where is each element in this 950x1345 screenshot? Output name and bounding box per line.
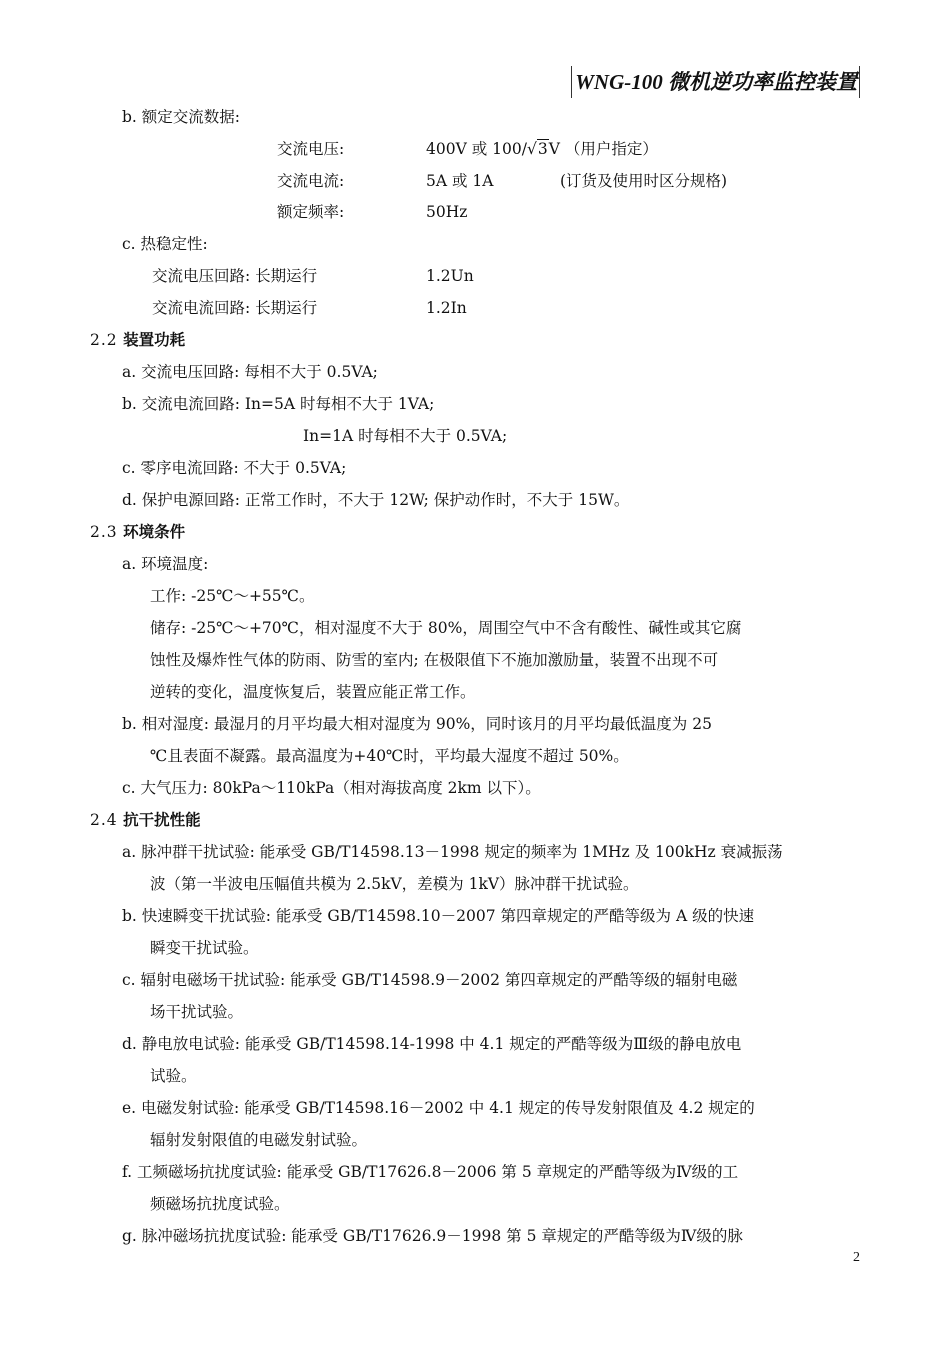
rated-frequency-value: 50Hz	[426, 203, 468, 221]
s23-item-a: a. 环境温度:	[122, 555, 209, 573]
ac-voltage-value	[426, 138, 658, 160]
s24-item-c-line1: c. 辐射电磁场干扰试验: 能承受 GB/T14598.9－2002 第四章规定的严酷等级的辐射电磁	[122, 971, 738, 989]
s23-item-b-line2: ℃且表面不凝露。最高温度为+40℃时，平均最大湿度不超过 50%。	[150, 747, 629, 765]
ac-voltage-label: 交流电压:	[277, 140, 345, 158]
thermal-stability-label: c. 热稳定性:	[122, 235, 208, 253]
page-number: 2	[853, 1250, 860, 1265]
s23-storage-line1: 储存: -25℃～+70℃，相对湿度不大于 80%，周围空气中不含有酸性、碱性或其它腐	[150, 619, 742, 637]
thermal-voltage-label: 交流电压回路: 长期运行	[152, 267, 318, 285]
section-2-2-heading	[90, 329, 185, 351]
section-number: 2.3	[90, 523, 118, 541]
ac-current-note: (订货及使用时区分规格)	[560, 172, 728, 190]
section-2-3-heading	[90, 521, 185, 543]
thermal-voltage-value: 1.2Un	[426, 267, 474, 285]
ac-current-label: 交流电流:	[277, 172, 345, 190]
thermal-current-value: 1.2In	[426, 299, 467, 317]
s24-item-d-line1: d. 静电放电试验: 能承受 GB/T14598.14-1998 中 4.1 规定的严酷等级为Ⅲ级的静电放电	[122, 1035, 742, 1053]
s24-item-a-line2: 波（第一半波电压幅值共模为 2.5kV，差模为 1kV）脉冲群干扰试验。	[150, 875, 639, 893]
s24-item-d-line2: 试验。	[150, 1067, 197, 1085]
s24-item-c-line2: 场干扰试验。	[150, 1003, 244, 1021]
s24-item-g-line1: g. 脉冲磁场抗扰度试验: 能承受 GB/T17626.9－1998 第 5 章规定的严酷等级为Ⅳ级的脉	[122, 1227, 743, 1245]
s24-item-b-line1: b. 快速瞬变干扰试验: 能承受 GB/T14598.10－2007 第四章规定的严酷等级为 A 级的快速	[122, 907, 755, 925]
s22-item-d: d. 保护电源回路: 正常工作时，不大于 12W; 保护动作时，不大于 15W。	[122, 491, 630, 509]
section-title: 环境条件	[123, 522, 186, 541]
section-title: 装置功耗	[123, 330, 186, 349]
sqrt-symbol: √3	[526, 140, 548, 158]
section-number: 2.2	[90, 331, 118, 349]
s24-item-e-line1: e. 电磁发射试验: 能承受 GB/T14598.16－2002 中 4.1 规定的传导发射限值及 4.2 规定的	[122, 1099, 755, 1117]
document-header-title: WNG-100 微机逆功率监控装置	[571, 66, 860, 98]
sqrt-radicand: 3	[537, 140, 548, 158]
s23-work-temp: 工作: -25℃～+55℃。	[150, 587, 315, 605]
s23-storage-line3: 逆转的变化，温度恢复后，装置应能正常工作。	[150, 683, 476, 701]
s22-item-b-line2: In=1A 时每相不大于 0.5VA;	[303, 427, 508, 445]
ac-current-value: 5A 或 1A	[426, 172, 494, 190]
s22-item-b-line1: b. 交流电流回路: In=5A 时每相不大于 1VA;	[122, 395, 435, 413]
s24-item-e-line2: 辐射发射限值的电磁发射试验。	[150, 1131, 368, 1149]
rated-ac-label: b. 额定交流数据:	[122, 108, 240, 126]
s24-item-a-line1: a. 脉冲群干扰试验: 能承受 GB/T14598.13－1998 规定的频率为 1MHz 及 100kHz 衰减振荡	[122, 843, 783, 861]
s22-item-a: a. 交流电压回路: 每相不大于 0.5VA;	[122, 363, 378, 381]
rated-frequency-label: 额定频率:	[277, 203, 345, 221]
section-number: 2.4	[90, 811, 118, 829]
thermal-current-label: 交流电流回路: 长期运行	[152, 299, 318, 317]
ac-voltage-number: 400V 或 100/	[426, 140, 527, 158]
s23-item-b-line1: b. 相对湿度: 最湿月的月平均最大相对湿度为 90%，同时该月的月平均最低温度为 25	[122, 715, 712, 733]
s24-item-f-line2: 频磁场抗扰度试验。	[150, 1195, 290, 1213]
section-title: 抗干扰性能	[123, 810, 201, 829]
s24-item-f-line1: f. 工频磁场抗扰度试验: 能承受 GB/T17626.8－2006 第 5 章规定的严酷等级为Ⅳ级的工	[122, 1163, 739, 1181]
s23-item-c: c. 大气压力: 80kPa～110kPa（相对海拔高度 2km 以下）。	[122, 779, 541, 797]
s23-storage-line2: 蚀性及爆炸性气体的防雨、防雪的室内; 在极限值下不施加激励量，装置不出现不可	[150, 651, 719, 669]
s22-item-c: c. 零序电流回路: 不大于 0.5VA;	[122, 459, 347, 477]
section-2-4-heading	[90, 809, 201, 831]
s24-item-b-line2: 瞬变干扰试验。	[150, 939, 259, 957]
ac-voltage-unit: V （用户指定）	[548, 140, 658, 158]
